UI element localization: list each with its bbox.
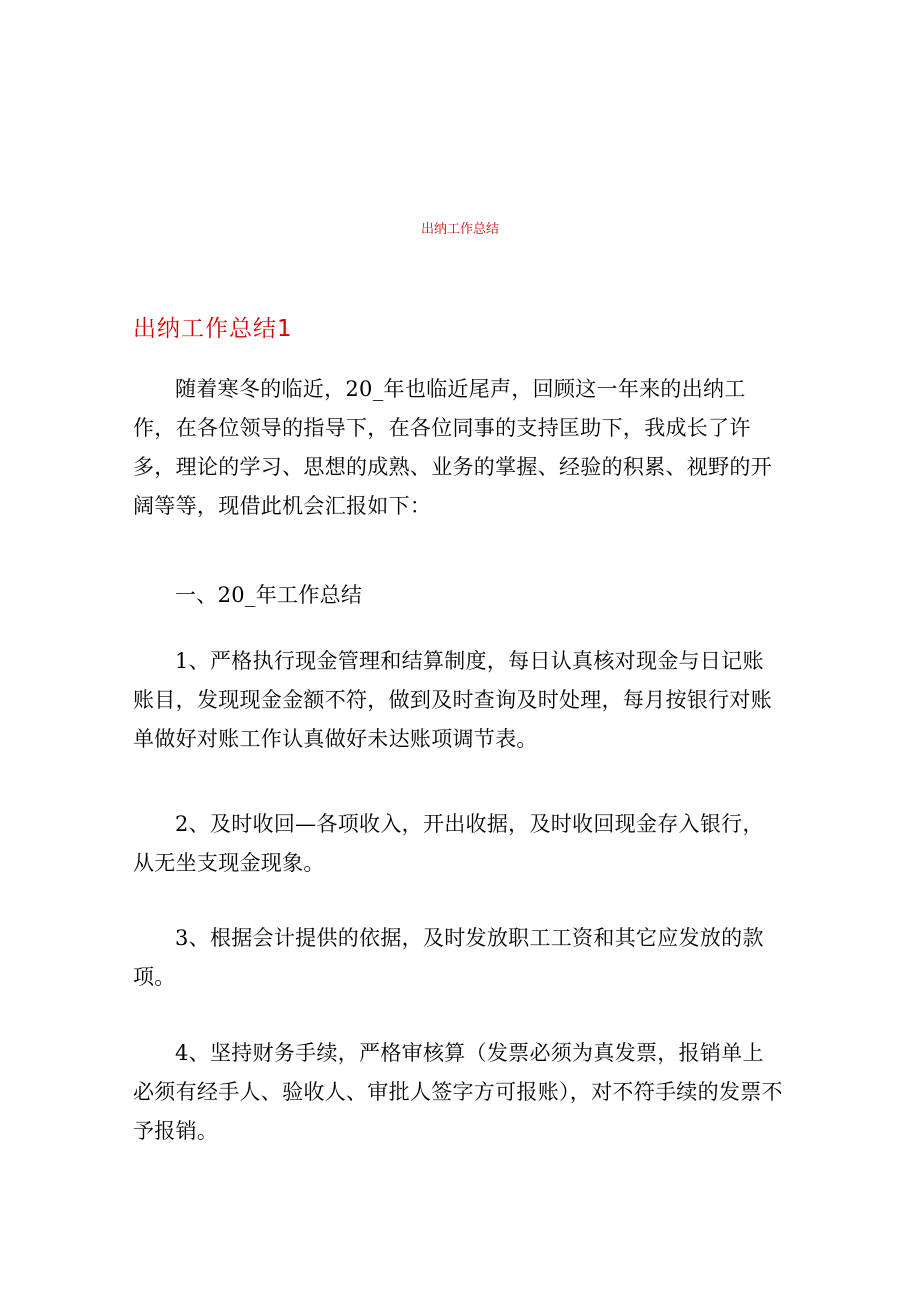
- intro-paragraph: 随着寒冬的临近，20_年也临近尾声，回顾这一年来的出纳工作，在各位领导的指导下，在各位同事的支持匡助下，我成长了许多，理论的学习、思想的成熟、业务的掌握、经验的积累、视野的开阔等等，现借此机会汇报如下：: [133, 377, 772, 518]
- page-header: 出纳工作总结: [420, 222, 499, 237]
- subheading-annual-summary: 一、20_年工作总结: [175, 583, 363, 607]
- list-item: 1、严格执行现金管理和结算制度，每日认真核对现金与日记账账目，发现现金金额不符，做到及时查询及时处理，每月按银行对账单做好对账工作认真做好未达账项调节表。: [133, 649, 772, 751]
- list-item: 3、根据会计提供的依据，及时发放职工工资和其它应发放的款项。: [133, 926, 764, 989]
- section-title: 出纳工作总结1: [133, 316, 293, 342]
- list-item: 4、坚持财务手续，严格审核算（发票必须为真发票，报销单上必须有经手人、验收人、审批人签字方可报账），对不符手续的发票不予报销。: [133, 1041, 783, 1143]
- list-item: 2、及时收回—各项收入，开出收据，及时收回现金存入银行，从无坐支现金现象。: [133, 812, 764, 875]
